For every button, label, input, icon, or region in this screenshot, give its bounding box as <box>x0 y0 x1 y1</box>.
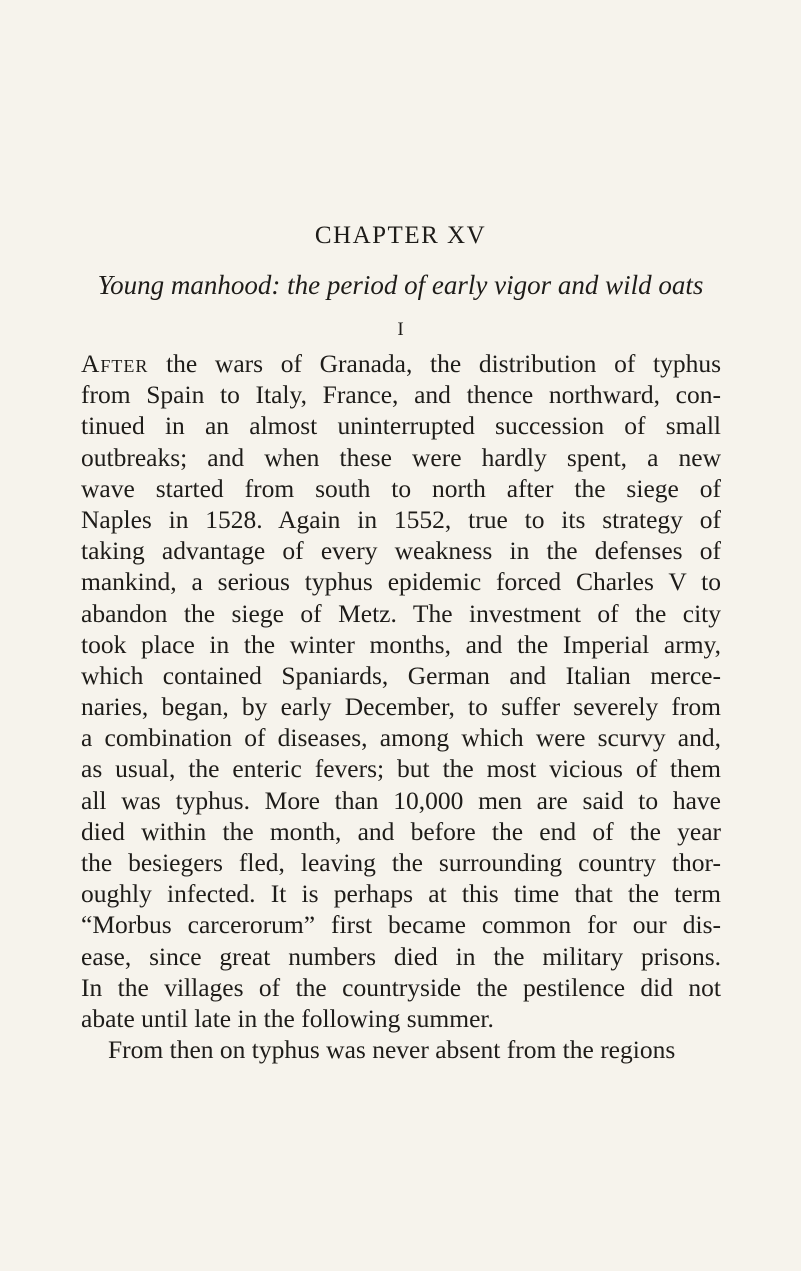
paragraph-line: Naples in 1528. Again in 1552, true to its strategy of <box>81 504 721 534</box>
section-number: I <box>397 319 404 340</box>
paragraph-line: ease, since great numbers died in the military prisons. <box>81 941 721 971</box>
paragraph-line: a combination of diseases, among which were scurvy and, <box>81 723 721 753</box>
paragraph-line: which contained Spaniards, German and Italian merce- <box>81 660 721 690</box>
chapter-title: Young manhood: the period of early vigor and wild oats <box>97 270 704 300</box>
paragraph-line: taking advantage of every weakness in the defenses of <box>81 536 721 566</box>
paragraph-line: from Spain to Italy, France, and thence northward, con- <box>81 380 721 410</box>
chapter-heading: CHAPTER XV <box>314 222 487 249</box>
paragraph-line: From then on typhus was never absent from the regions <box>108 1035 676 1065</box>
paragraph-line: abandon the siege of Metz. The investment of the city <box>81 598 721 628</box>
paragraph-line: tinued in an almost uninterrupted succession of small <box>81 411 721 441</box>
body-text <box>81 348 721 1065</box>
paragraph-line: mankind, a serious typhus epidemic forced Charles V to <box>81 567 721 597</box>
paragraph-line: as usual, the enteric fevers; but the most vicious of them <box>81 754 721 784</box>
paragraph-line: “Morbus carcerorum” first became common for our dis- <box>81 910 721 940</box>
paragraph-line: After the wars of Granada, the distribution of typhus <box>81 349 721 378</box>
paragraph-line: outbreaks; and when these were hardly spent, a new <box>81 442 721 472</box>
paragraph-line: In the villages of the countryside the pestilence did not <box>81 972 721 1002</box>
opening-word: After <box>81 349 149 378</box>
paragraph-line: abate until late in the following summer. <box>81 1003 494 1033</box>
paragraph-line: took place in the winter months, and the Imperial army, <box>81 629 721 659</box>
paragraph-line: the besiegers fled, leaving the surrounding country thor- <box>81 848 721 877</box>
paragraph-line: wave started from south to north after the siege of <box>81 473 721 503</box>
paragraph-line: died within the month, and before the end of the year <box>81 816 721 846</box>
paragraph-line: oughly infected. It is perhaps at this time that the term <box>81 879 721 909</box>
paragraph-line: all was typhus. More than 10,000 men are said to have <box>81 785 721 815</box>
paragraph-line: naries, began, by early December, to suffer severely from <box>81 692 721 722</box>
